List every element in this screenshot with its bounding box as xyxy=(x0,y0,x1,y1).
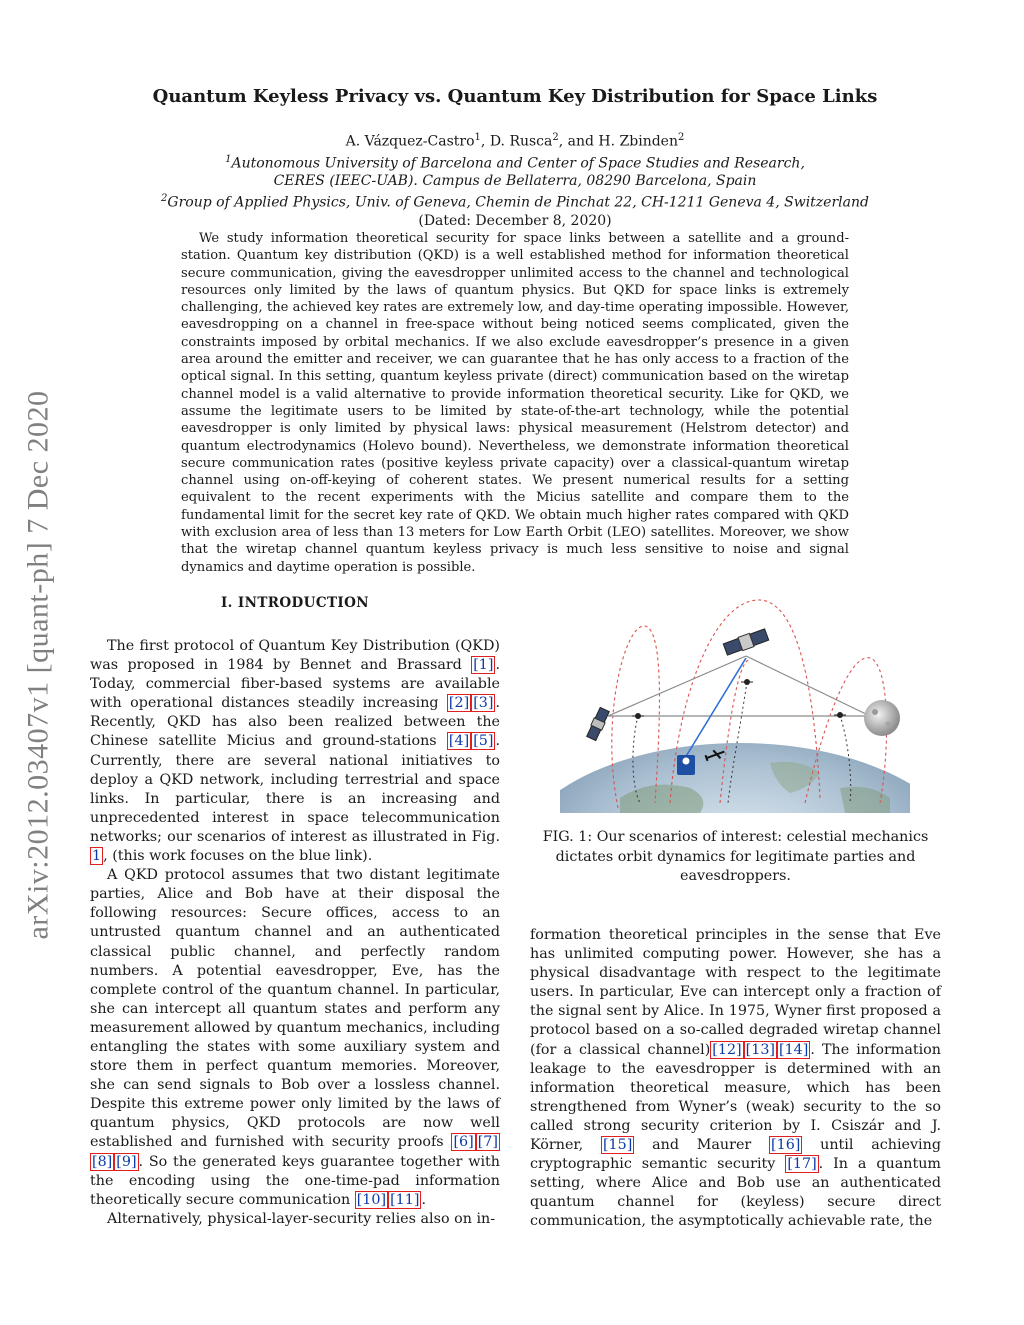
text-run: Alternatively, physical-layer-security relies also on in- xyxy=(107,1210,496,1227)
author-block xyxy=(120,129,910,230)
classical-links xyxy=(608,656,870,716)
author-1-affil: 1 xyxy=(474,132,481,143)
citation-link[interactable]: [16] xyxy=(771,1137,801,1154)
affiliation-1-cont: CERES (IEEC-UAB). Campus de Bellaterra, 08290 Barcelona, Spain xyxy=(273,173,757,190)
moon-icon xyxy=(864,700,900,736)
text-run: , (this work focuses on the blue link). xyxy=(103,848,373,865)
citation-link[interactable]: [12] xyxy=(712,1041,742,1058)
citation-link[interactable]: 1 xyxy=(92,848,102,865)
text-run: The first protocol of Quantum Key Distribution (QKD) was proposed in 1984 by Bennet and Brassard xyxy=(90,638,500,674)
paragraph xyxy=(90,1210,500,1229)
citation-link[interactable]: [4] xyxy=(448,733,470,750)
satellite-icon xyxy=(586,707,610,741)
text-run: . xyxy=(421,1191,426,1208)
citation-link[interactable]: [15] xyxy=(602,1137,633,1154)
author-2-affil: 2 xyxy=(552,132,559,143)
citation-link[interactable]: [11] xyxy=(390,1191,420,1208)
affiliation-2: $^2$Group of Applied Physics, Univ. of Geneva, Chemin de Pinchat 22, CH-1211 Geneva 4, Switzerland xyxy=(161,193,869,211)
affiliation-1: $^1$Autonomous University of Barcelona and Center of Space Studies and Research, xyxy=(225,153,805,172)
arxiv-side-stamp: arXiv:2012.03407v1 [quant-ph] 7 Dec 2020 xyxy=(22,390,55,940)
citation-link[interactable]: [2] xyxy=(448,695,470,712)
date-line: (Dated: December 8, 2020) xyxy=(418,212,612,229)
text-run: . Recently, QKD has also been realized between the Chinese satellite Micius and ground-stations xyxy=(90,695,500,750)
citation-link[interactable]: [8] xyxy=(92,1153,113,1170)
text-run: and Maurer xyxy=(634,1137,770,1154)
citation-link[interactable]: [5] xyxy=(473,733,494,750)
paragraph xyxy=(530,926,941,1232)
text-run: formation theoretical principles in the sense that Eve has unlimited computing power. However, she has a physical disadvantage with respect to the legitimate users. In particular, Eve can intercept only a fraction of the signal sent by Alice. In 1975, Wyner first proposed a protocol based on a so-called degraded wiretap channel (for a classical channel) xyxy=(530,927,941,1058)
citation-link[interactable]: [13] xyxy=(745,1041,775,1058)
author-3-affil: 2 xyxy=(678,132,685,143)
author-3: and H. Zbinden xyxy=(567,133,678,150)
citation-link[interactable]: [9] xyxy=(116,1153,137,1170)
citation-link[interactable]: [6] xyxy=(453,1134,474,1151)
author-list: A. Vázquez-Castro$^1$, D. Rusca$^2$, and H. Zbinden$^2$ xyxy=(345,132,685,150)
left-column xyxy=(90,637,500,1229)
paper-title: Quantum Keyless Privacy vs. Quantum Key Distribution for Space Links xyxy=(152,86,878,107)
paragraph xyxy=(90,637,500,866)
text-run: . The information leakage to the eavesdropper is determined with an information theoretical measure, which has been strengthened from Wyner’s (weak) security to the so called strong security criterion by I. Csiszár and J. Körner, xyxy=(530,1041,941,1154)
citation-link[interactable]: [14] xyxy=(779,1041,809,1058)
author-2: D. Rusca xyxy=(489,133,553,150)
right-column xyxy=(530,926,941,1232)
abstract: We study information theoretical security for space links between a satellite and a ground-station. Quantum key distribution (QKD) is a well established method for information theoretical secure communication, giving the eavesdropper unlimited access to the channel and technological resources only limited by the laws of quantum physics. But QKD for space links is extremely challenging, the achieved key rates are extremely low, and day-time operating impossible. However, eavesdropping on a channel in free-space without being noticed seems complicated, given the constraints imposed by orbital mechanics. If we also exclude eavesdropper’s presence in a given area around the emitter and receiver, we can guarantee that he has only access to a fraction of the optical signal. In this setting, quantum keyless private (direct) communication based on the wiretap channel model is a valid alternative to provide information theoretical security. Like for QKD, we assume the legitimate users to be limited by state-of-the-art technology, while the potential eavesdropper is only limited by physical laws: physical measurement (Helstrom detector) and quantum electrodynamics (Holevo bound). Nevertheless, we demonstrate information theoretical secure communication rates (positive keyless private capacity) over a classical-quantum wiretap channel using on-off-keying of coherent states. We present numerical results for a setting equivalent to the recent experiments with the Micius satellite and compare them to the fundamental limit for the secret key rate of QKD. We obtain much higher rates compared with QKD with exclusion area of less than 13 meters for Low Earth Orbit (LEO) satellites. Moreover, we show that the wiretap channel quantum keyless privacy is much less sensitive to noise and signal dynamics and daytime operation is possible. xyxy=(181,231,849,575)
text-run: until achieving cryptographic semantic security xyxy=(530,1137,941,1173)
drone-icon xyxy=(632,679,846,719)
author-1: A. Vázquez-Castro xyxy=(345,133,475,150)
satellite-icon xyxy=(723,628,769,656)
citation-link[interactable]: [17] xyxy=(787,1156,817,1173)
paragraph xyxy=(90,866,500,1210)
section-heading: I. INTRODUCTION xyxy=(220,595,370,611)
text-run: . In a quantum setting, where Alice and Bob use an authenticated quantum channel for (keyless) secure direct communication, the asymptotically achievable rate, the xyxy=(530,1156,941,1230)
citation-link[interactable]: [7] xyxy=(477,1134,498,1151)
text-run: . Today, commercial fiber-based systems are available with operational distances steadily increasing xyxy=(90,657,500,712)
figure-1-illustration xyxy=(560,598,910,813)
citation-link[interactable]: [3] xyxy=(473,695,494,712)
citation-link[interactable]: [1] xyxy=(473,657,494,674)
figure-1 xyxy=(560,598,910,813)
figure-1-caption: FIG. 1: Our scenarios of interest: celestial mechanics dictates orbit dynamics for legitimate parties and eavesdroppers. xyxy=(542,829,929,884)
ground-station-icon xyxy=(677,755,695,775)
text-run: . Currently, there are several national initiatives to deploy a QKD network, including terrestrial and space links. In particular, there is an increasing and unprecedented interest in space telecommunication networks; our scenarios of interest as illustrated in Fig. xyxy=(90,733,500,845)
text-run: A QKD protocol assumes that two distant legitimate parties, Alice and Bob have at their disposal the following resources: Secure offices, access to an untrusted quantum channel and an authenticated classical public channel, and perfectly random numbers. A potential eavesdropper, Eve, has the complete control of the quantum channel. In particular, she can intercept all quantum states and perform any measurement allowed by quantum mechanics, including entangling the states with some auxiliary system and store them in perfect quantum memories. Moreover, she can send signals to Bob over a lossless channel. Despite this extreme power only limited by the laws of quantum physics, QKD protocols are now well established and furnished with security proofs xyxy=(90,867,500,1151)
text-run: . So the generated keys guarantee together with the encoding using the one-time-pad information theoretically secure communication xyxy=(90,1153,500,1208)
citation-link[interactable]: [10] xyxy=(356,1191,387,1208)
